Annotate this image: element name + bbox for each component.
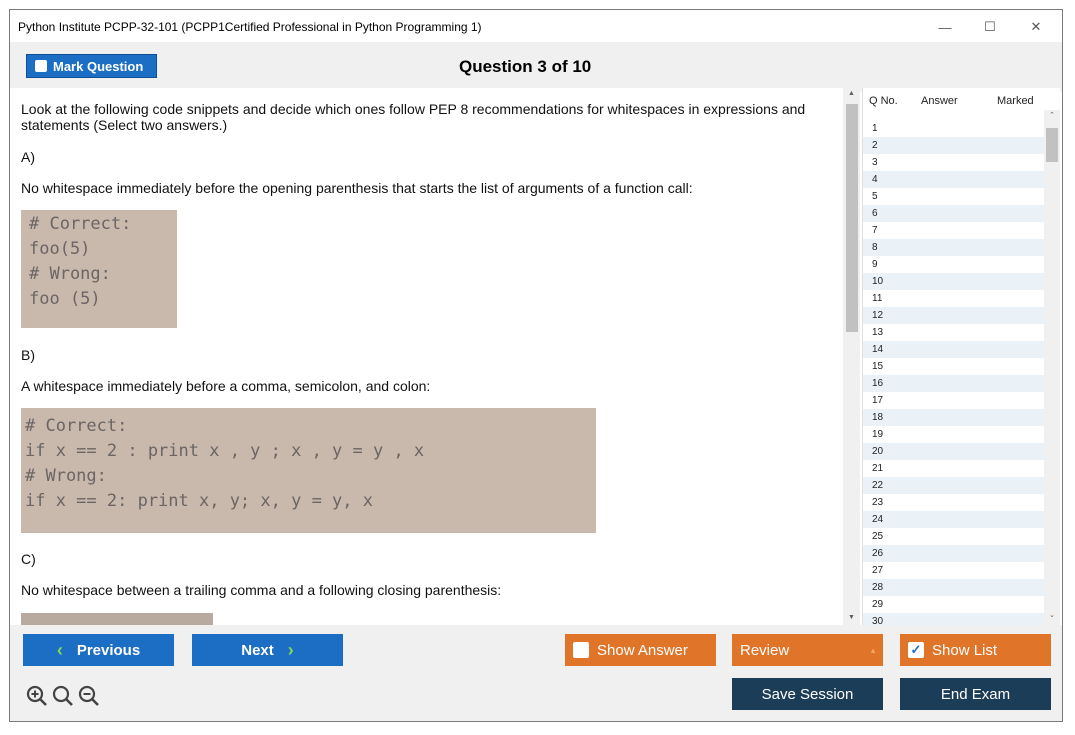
footer-toolbar	[10, 625, 1062, 721]
option-b-letter: B)	[21, 347, 35, 363]
question-list-row[interactable]	[863, 222, 1045, 239]
question-list-row[interactable]	[863, 137, 1045, 154]
window-title: Python Institute PCPP-32-101 (PCPP1Certified Professional in Python Programming 1)	[18, 20, 482, 34]
code-line: # Wrong:	[29, 264, 111, 284]
question-list-row[interactable]	[863, 511, 1045, 528]
header-marked: Marked	[997, 95, 1034, 107]
question-list-row[interactable]	[863, 358, 1045, 375]
question-number: 3	[872, 157, 878, 168]
question-list-header	[863, 88, 1060, 112]
header-qno: Q No.	[869, 95, 898, 107]
end-exam-button[interactable]	[900, 678, 1051, 710]
next-label: Next	[241, 641, 274, 659]
question-list	[862, 88, 1060, 625]
question-number: 8	[872, 242, 878, 253]
code-line: if x == 2: print x, y; x, y = y, x	[25, 491, 373, 511]
list-scroll-up-icon[interactable]: ⌃	[1049, 112, 1055, 119]
question-list-row[interactable]	[863, 477, 1045, 494]
question-number: 24	[872, 514, 884, 525]
mark-question-label: Mark Question	[53, 58, 144, 74]
question-stem: Look at the following code snippets and decide which ones follow PEP 8 recommendations for whitespaces in expressions and statements (Select two answers.)	[21, 101, 806, 133]
question-list-row[interactable]	[863, 392, 1045, 409]
dropdown-arrow-icon: ▲	[869, 645, 877, 655]
question-list-row[interactable]	[863, 239, 1045, 256]
title-bar	[10, 10, 1062, 42]
question-list-row[interactable]	[863, 375, 1045, 392]
question-number: 4	[872, 174, 878, 185]
question-number: 6	[872, 208, 878, 219]
question-number: 20	[872, 446, 884, 457]
save-session-button[interactable]	[732, 678, 883, 710]
question-list-row[interactable]	[863, 273, 1045, 290]
question-number: 11	[872, 293, 883, 304]
question-content	[10, 88, 860, 625]
question-number: 18	[872, 412, 884, 423]
mark-question-button[interactable]	[26, 54, 157, 78]
question-list-row[interactable]	[863, 494, 1045, 511]
question-list-row[interactable]	[863, 256, 1045, 273]
option-b-text: A whitespace immediately before a comma, semicolon, and colon:	[21, 378, 431, 394]
chevron-left-icon: ‹	[56, 639, 63, 660]
question-list-scrollbar[interactable]	[1044, 110, 1060, 625]
zoom-in-icon[interactable]	[26, 685, 48, 707]
question-list-row[interactable]	[863, 443, 1045, 460]
question-number: 28	[872, 582, 884, 593]
show-list-button[interactable]	[900, 634, 1051, 666]
question-number: 13	[872, 327, 884, 338]
question-number: 10	[872, 276, 884, 287]
question-number: 25	[872, 531, 884, 542]
question-number: 21	[872, 463, 884, 474]
option-c-code-image	[21, 613, 213, 625]
show-answer-checkbox-icon	[573, 642, 589, 658]
question-number: 30	[872, 616, 884, 625]
save-session-label: Save Session	[761, 685, 854, 703]
question-number: 15	[872, 361, 884, 372]
question-list-row[interactable]	[863, 579, 1045, 596]
app-window	[9, 9, 1063, 722]
previous-button[interactable]	[23, 634, 174, 666]
zoom-out-icon[interactable]	[78, 685, 100, 707]
question-list-row[interactable]	[863, 562, 1045, 579]
question-number: 14	[872, 344, 884, 355]
maximize-button[interactable]: ☐	[984, 19, 996, 34]
option-a-code-image	[21, 210, 177, 328]
question-counter: Question 3 of 10	[459, 57, 592, 76]
question-number: 17	[872, 395, 884, 406]
zoom-reset-icon[interactable]	[52, 685, 74, 707]
code-line: # Wrong:	[25, 466, 107, 486]
option-c-text: No whitespace between a trailing comma and a following closing parenthesis:	[21, 582, 502, 598]
end-exam-label: End Exam	[940, 685, 1011, 703]
question-number: 29	[872, 599, 884, 610]
question-number: 7	[872, 225, 878, 236]
show-list-checkbox-icon: ✓	[908, 642, 924, 658]
zoom-controls	[26, 685, 100, 707]
question-list-row[interactable]	[863, 120, 1045, 137]
code-line: # Correct:	[25, 416, 128, 436]
scroll-thumb[interactable]	[846, 104, 858, 332]
list-scroll-thumb[interactable]	[1046, 128, 1058, 162]
question-list-row[interactable]	[863, 613, 1045, 625]
option-a-letter: A)	[21, 149, 35, 165]
show-list-label: Show List	[932, 641, 998, 659]
scroll-down-icon[interactable]: ▼	[848, 614, 855, 621]
question-list-row[interactable]	[863, 290, 1045, 307]
option-c-letter: C)	[21, 551, 36, 567]
question-list-row[interactable]	[863, 324, 1045, 341]
review-button[interactable]	[732, 634, 883, 666]
question-list-row[interactable]	[863, 460, 1045, 477]
question-list-row[interactable]	[863, 205, 1045, 222]
question-number: 2	[872, 140, 878, 151]
previous-label: Previous	[76, 641, 141, 659]
question-number: 5	[872, 191, 878, 202]
question-number: 9	[872, 259, 878, 270]
minimize-button[interactable]: —	[938, 19, 952, 35]
question-number: 26	[872, 548, 884, 559]
header-answer: Answer	[921, 95, 958, 107]
list-scroll-down-icon[interactable]: ⌄	[1049, 612, 1055, 619]
mark-checkbox-icon	[35, 60, 47, 72]
option-a-text: No whitespace immediately before the opening parenthesis that starts the list of arguments of a function call:	[21, 180, 693, 196]
question-list-row[interactable]	[863, 528, 1045, 545]
close-button[interactable]: ✕	[1030, 19, 1042, 34]
question-number: 12	[872, 310, 884, 321]
question-list-row[interactable]	[863, 154, 1045, 171]
question-list-row[interactable]	[863, 426, 1045, 443]
question-list-row[interactable]	[863, 171, 1045, 188]
question-number: 27	[872, 565, 884, 576]
code-line: foo(5)	[29, 239, 91, 259]
question-list-row[interactable]	[863, 596, 1045, 613]
code-line: foo (5)	[29, 289, 101, 309]
question-list-row[interactable]	[863, 341, 1045, 358]
question-list-row[interactable]	[863, 307, 1045, 324]
question-list-row[interactable]	[863, 188, 1045, 205]
scroll-up-icon[interactable]: ▲	[848, 90, 855, 97]
review-label: Review	[740, 641, 790, 659]
question-list-row[interactable]	[863, 545, 1045, 562]
question-number: 16	[872, 378, 884, 389]
question-list-row[interactable]	[863, 409, 1045, 426]
question-number: 23	[872, 497, 884, 508]
code-line: # Correct:	[29, 214, 132, 234]
chevron-right-icon: ›	[287, 639, 294, 660]
show-answer-label: Show Answer	[597, 641, 688, 659]
question-number: 1	[872, 123, 878, 134]
question-number: 22	[872, 480, 884, 491]
code-line: if x == 2 : print x , y ; x , y = y , x	[25, 441, 425, 461]
option-b-code-image	[21, 408, 596, 533]
show-answer-button[interactable]	[565, 634, 716, 666]
question-number: 19	[872, 429, 884, 440]
content-scrollbar[interactable]	[843, 88, 860, 625]
question-header	[10, 42, 1062, 92]
next-button[interactable]	[192, 634, 343, 666]
